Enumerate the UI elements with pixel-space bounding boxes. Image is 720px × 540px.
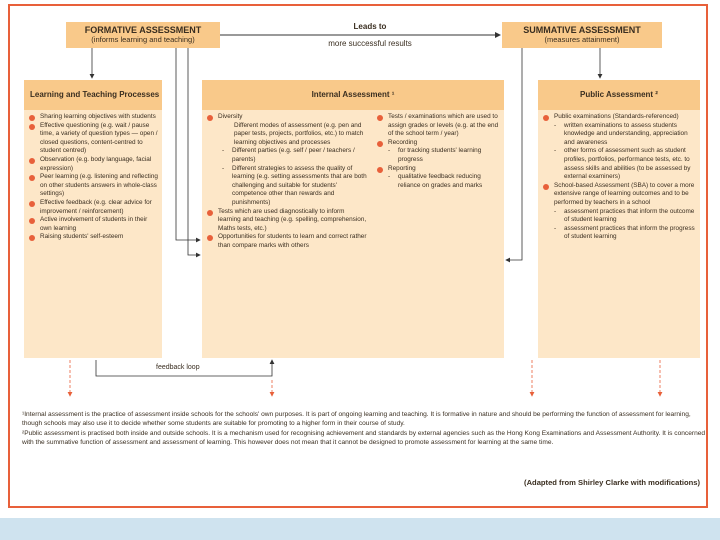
sba-label: School-based Assessment (SBA) to cover a more extensive range of learning outcomes and to be performed by teachers in a school [554, 181, 695, 206]
footnotes [22, 410, 706, 448]
summative-title: SUMMATIVE ASSESSMENT [523, 25, 641, 35]
diversity-sub: - Different strategies to assess the quality of learning (e.g. setting assessments that are both challenging and suitable for students' competence other than rewards and punishments) [222, 164, 367, 206]
tests-text: Tests / examinations which are used to assign grades or levels (e.g. at the end of the school term / year) [388, 113, 499, 138]
diversity-label: Diversity [218, 113, 243, 120]
learning-item: Effective feedback (e.g. clear advice for improvement / reinforcement) [24, 199, 162, 216]
sba-sub: - assessment practices that inform the outcome of student learning [554, 207, 695, 224]
footnote-2: ²Public assessment is practised both inside and outside schools. It is a mechanism used for recognising achievement and standards by external agencies such as the Hong Kong Examinations and Assessment Authority. It is concerned with the summative function of assessment and assessment of learning. This however does not mean that it cannot be designed to promote assessment for learning at the same time. [22, 429, 706, 447]
exam-sub: - written examinations to assess students knowledge and understanding, appreciation and awareness [554, 121, 688, 146]
reporting-sub: qualitative feedback reducing reliance on grades and marks [398, 173, 483, 189]
formative-subtitle: (informs learning and teaching) [91, 35, 195, 44]
internal-left-item: Tests which are used diagnostically to inform learning and teaching (e.g. spelling, comprehension, Maths tests, etc.) [202, 208, 372, 234]
summative-subtitle: (measures attainment) [544, 35, 620, 44]
formative-to-internal-2 [188, 48, 200, 255]
summative-to-internal [506, 48, 522, 260]
sba-sub: - assessment practices that inform the progress of student learning [554, 224, 695, 241]
reporting-label: Reporting [388, 164, 416, 172]
bottom-bar [0, 518, 720, 540]
learning-item: Effective questioning (e.g. wait / pause time, a variety of question types — open / closed questions, content-centred to student centred) [24, 122, 162, 156]
internal-left-item: Opportunities for students to learn and correct rather than compare marks with others [202, 233, 372, 250]
exam-label: Public examinations (Standards-referenced) [554, 113, 679, 120]
reporting-item: Reporting - qualitative feedback reducing reliance on grades and marks [372, 165, 504, 191]
exam-sub: - other forms of assessment such as student profiles, portfolios, performance tests, etc. to assess skills and abilities (to be assessed by external examiners) [554, 147, 691, 181]
formative-title: FORMATIVE ASSESSMENT [84, 25, 202, 35]
diversity-desc: Different modes of assessment (e.g. pen and paper tests, projects, portfolios, etc.) to match learning objectives and processes [234, 121, 364, 146]
learning-item: Active involvement of students in their own learning [24, 216, 162, 233]
footnote-1: ¹Internal assessment is the practice of assessment inside schools for the schools' own purposes. It is part of ongoing learning and teaching. It is formative in nature and should be performing the function of assessment for learning, though schools may also use it to decide whether some students are suitable for promoting to a higher form in their course of study. [22, 411, 691, 428]
leads-to-line2: more successful results [328, 39, 412, 48]
leads-to-line1: Leads to [353, 22, 387, 31]
recording-label: Recording [388, 138, 418, 146]
learning-item: Sharing learning objectives with students [24, 113, 162, 122]
learning-item: Raising students' self-esteem [24, 233, 162, 242]
learning-title: Learning and Teaching Processes [24, 80, 162, 110]
learning-item: Peer learning (e.g. listening and reflecting on other students answers in whole-class settings) [24, 173, 162, 199]
public-title: Public Assessment ² [538, 80, 700, 110]
diversity-sub: - Different parties (e.g. self / peer / teachers / parents) [222, 147, 355, 163]
learning-item: Observation (e.g. body language, facial expression) [24, 156, 162, 173]
credit-line: (Adapted from Shirley Clarke with modifications) [524, 478, 700, 487]
recording-sub: for tracking students' learning progress [398, 147, 482, 163]
internal-title: Internal Assessment ¹ [202, 80, 504, 110]
feedback-loop-label: feedback loop [156, 364, 200, 371]
recording-item: Recording - for tracking students' learning progress [372, 139, 504, 165]
